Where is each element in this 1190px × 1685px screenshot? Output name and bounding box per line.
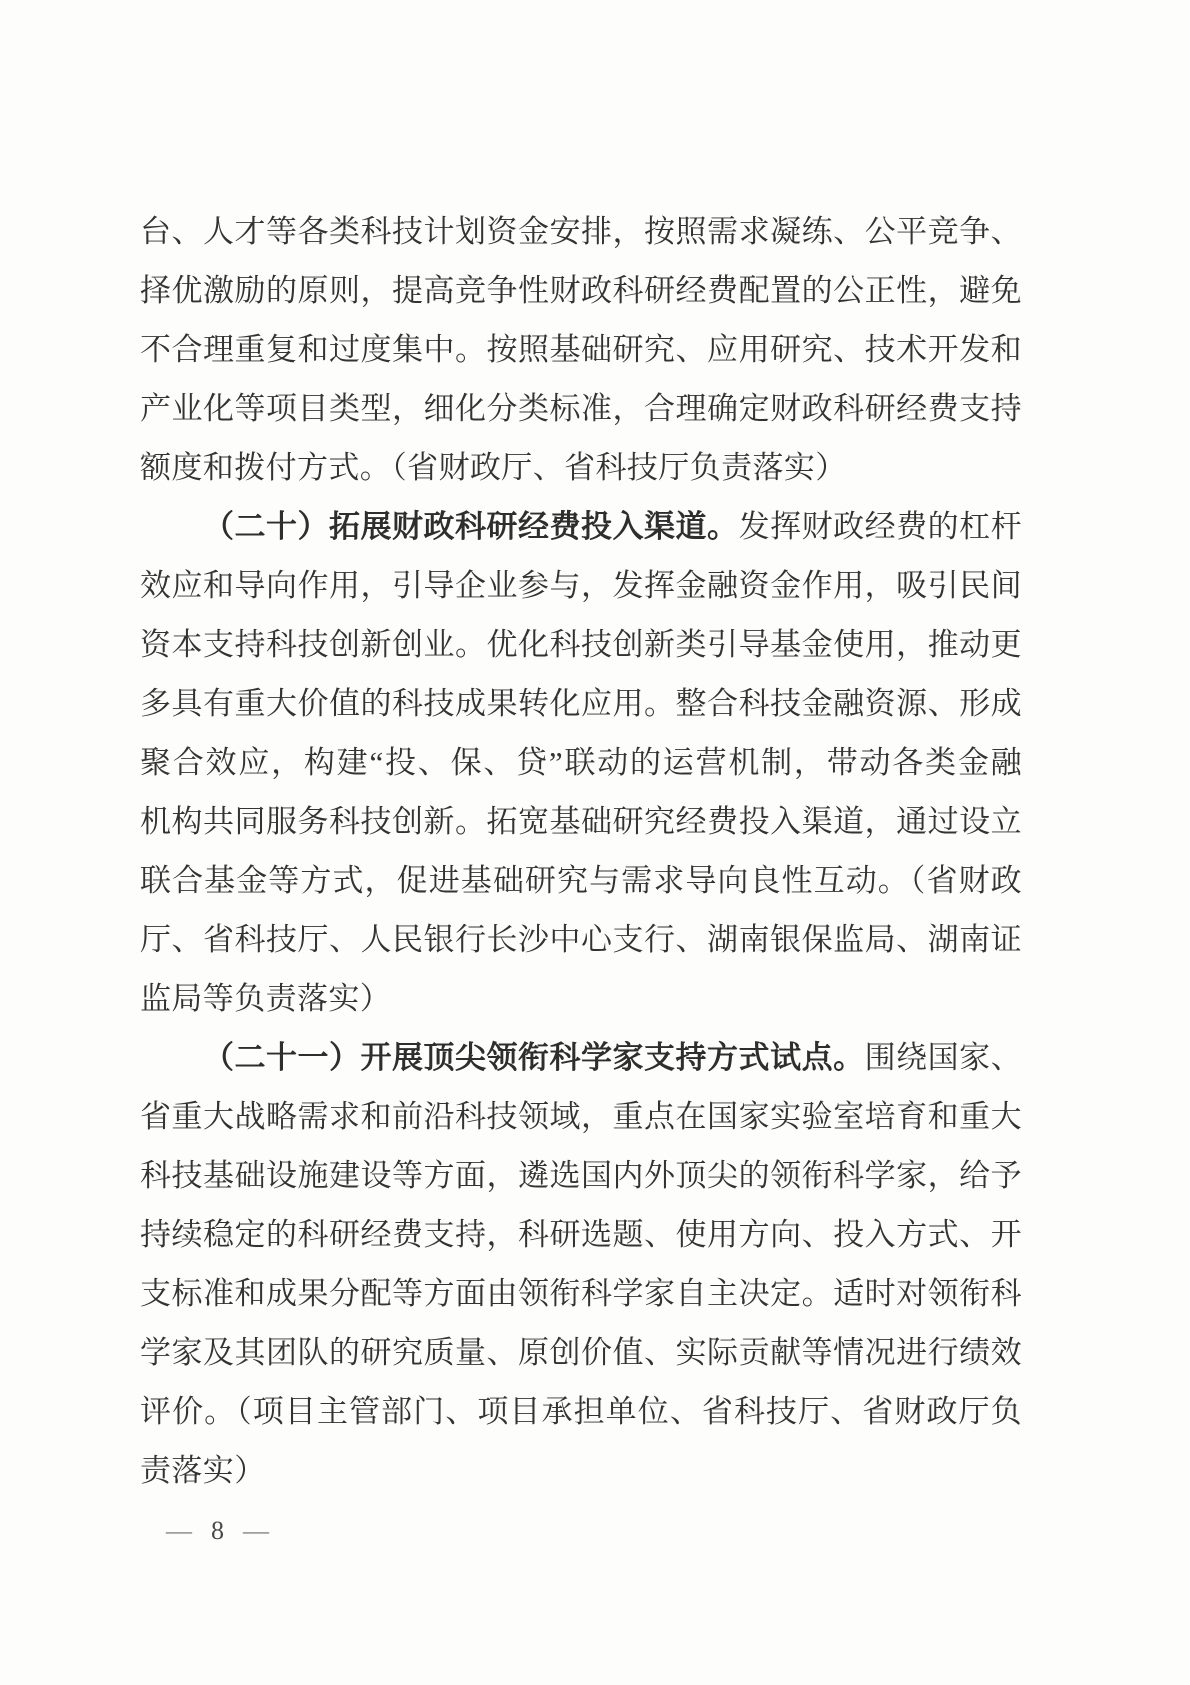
text-line <box>140 261 1022 320</box>
body-text: 围绕国家、 <box>864 1040 1022 1075</box>
body-text: 额度和拨付方式。（省财政厅、省科技厅负责落实） <box>140 450 847 485</box>
body-text: 厅、省科技厅、人民银行长沙中心支行、湖南银保监局、湖南证 <box>140 922 1022 957</box>
body-text: 责落实） <box>140 1453 266 1488</box>
body-text: 机构共同服务科技创新。拓宽基础研究经费投入渠道，通过设立 <box>140 804 1022 839</box>
text-line <box>140 379 1022 438</box>
body-text: 产业化等项目类型，细化分类标准，合理确定财政科研经费支持 <box>140 391 1022 426</box>
body-text: 持续稳定的科研经费支持，科研选题、使用方向、投入方式、开 <box>140 1217 1022 1252</box>
text-line <box>140 733 1022 792</box>
text-line <box>140 851 1022 910</box>
text-line <box>140 674 1022 733</box>
text-line <box>140 1264 1022 1323</box>
body-text: 省重大战略需求和前沿科技领域，重点在国家实验室培育和重大 <box>140 1099 1022 1134</box>
body-text: 评价。（项目主管部门、项目承担单位、省科技厅、省财政厅负 <box>140 1394 1022 1429</box>
document-body <box>140 202 1022 1500</box>
text-line <box>140 969 1022 1028</box>
body-text: 发挥财政经费的杠杆 <box>738 509 1022 544</box>
body-text: 支标准和成果分配等方面由领衔科学家自主决定。适时对领衔科 <box>140 1276 1022 1311</box>
page-number-dash-right: — <box>243 1518 269 1543</box>
body-text: 资本支持科技创新创业。优化科技创新类引导基金使用，推动更 <box>140 627 1022 662</box>
clause-heading: （二十）拓展财政科研经费投入渠道。 <box>203 509 739 544</box>
text-line <box>140 497 1022 556</box>
text-line <box>140 1205 1022 1264</box>
text-line <box>140 202 1022 261</box>
body-text: 不合理重复和过度集中。按照基础研究、应用研究、技术开发和 <box>140 332 1022 367</box>
text-line <box>140 556 1022 615</box>
page-number-dash-left: — <box>166 1518 192 1543</box>
body-text: 台、人才等各类科技计划资金安排，按照需求凝练、公平竞争、 <box>140 214 1022 249</box>
text-line <box>140 1028 1022 1087</box>
text-line <box>140 320 1022 379</box>
body-text: 学家及其团队的研究质量、原创价值、实际贡献等情况进行绩效 <box>140 1335 1022 1370</box>
body-text: 监局等负责落实） <box>140 981 392 1016</box>
text-line <box>140 792 1022 851</box>
body-text: 效应和导向作用，引导企业参与，发挥金融资金作用，吸引民间 <box>140 568 1022 603</box>
text-line <box>140 910 1022 969</box>
text-line <box>140 438 1022 497</box>
text-line <box>140 1382 1022 1441</box>
body-text: 聚合效应，构建“投、保、贷”联动的运营机制，带动各类金融 <box>140 745 1022 780</box>
body-text: 联合基金等方式，促进基础研究与需求导向良性互动。（省财政 <box>140 863 1022 898</box>
text-line <box>140 615 1022 674</box>
text-line <box>140 1146 1022 1205</box>
page-footer <box>166 1516 269 1546</box>
text-line <box>140 1087 1022 1146</box>
page-number: 8 <box>211 1516 224 1545</box>
body-text: 择优激励的原则，提高竞争性财政科研经费配置的公正性，避免 <box>140 273 1022 308</box>
body-text: 科技基础设施建设等方面，遴选国内外顶尖的领衔科学家，给予 <box>140 1158 1022 1193</box>
text-line <box>140 1323 1022 1382</box>
body-text: 多具有重大价值的科技成果转化应用。整合科技金融资源、形成 <box>140 686 1022 721</box>
text-line <box>140 1441 1022 1500</box>
clause-heading: （二十一）开展顶尖领衔科学家支持方式试点。 <box>203 1040 865 1075</box>
